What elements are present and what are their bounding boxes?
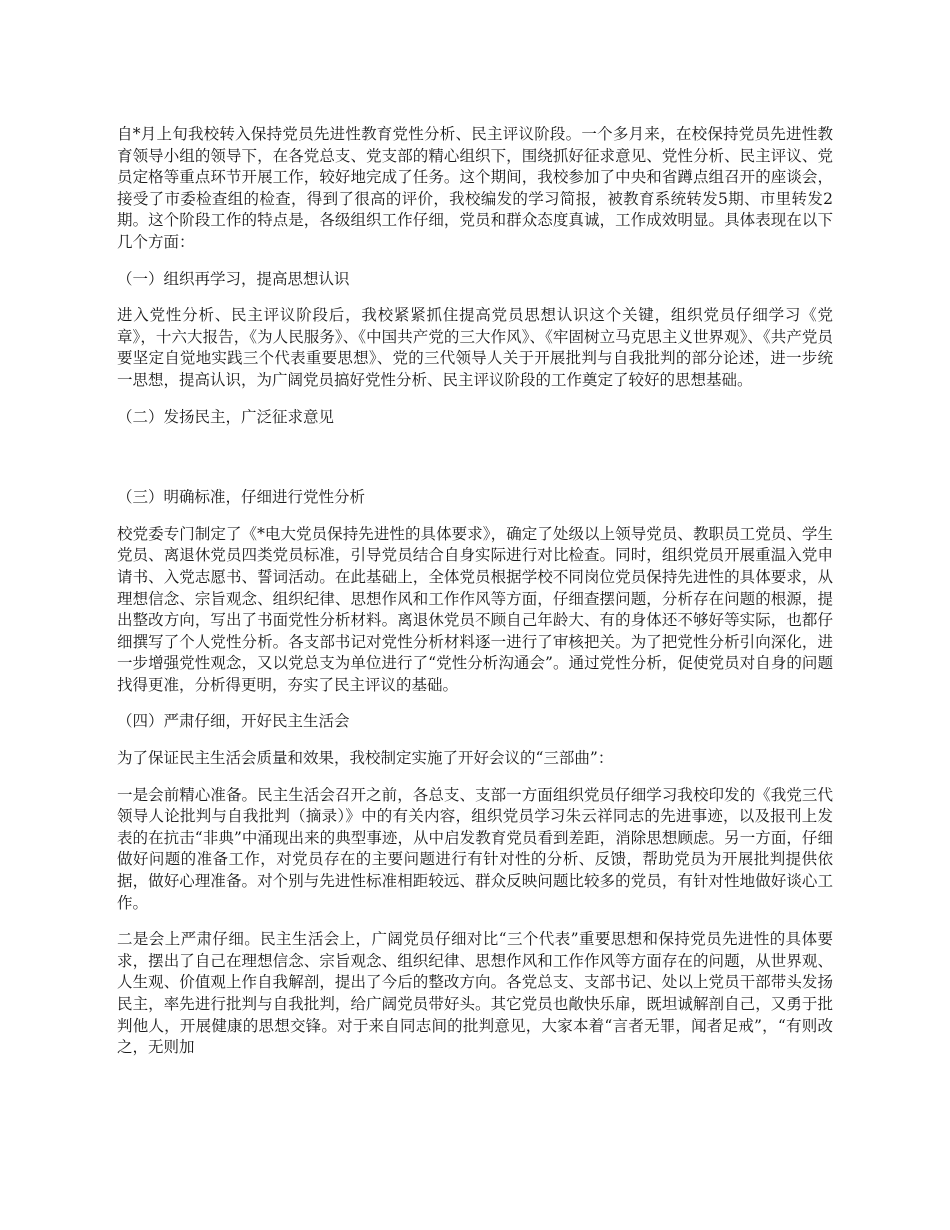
section-heading-4: （四）严肃仔细，开好民主生活会 (117, 712, 350, 731)
document-page (117, 124, 833, 1074)
section-3-paragraph: 校党委专门制定了《*电大党员保持先进性的具体要求》，确定了处级以上领导党员、教职员工党员、学生党员、离退休党员四类党员标准，引导党员结合自身实际进行对比检查。同时，组织党员开展重温入党申请书、入党志愿书、誓词活动。在此基础上，全体党员根据学校不同岗位党员保持先进性的具体要求，从理想信念、宗旨观念、组织纪律、思想作风和工作作风等方面，仔细查摆问题，分析存在问题的根源，提出整改方向，写出了书面党性分析材料。离退休党员不顾自己年龄大、有的身体还不够好等实际，也都仔细撰写了个人党性分析。各支部书记对党性分析材料逐一进行了审核把关。为了把党性分析引向深化，进一步增强党性观念，又以党总支为单位进行了“党性分析沟通会”。通过党性分析，促使党员对自身的问题找得更准，分析得更明，夯实了民主评议的基础。 (117, 524, 833, 694)
step-two-paragraph: 二是会上严肃仔细。民主生活会上，广阔党员仔细对比“三个代表”重要思想和保持党员先进性的具体要求，摆出了自己在理想信念、宗旨观念、组织纪律、思想作风和工作作风等方面存在的问题，从世界观、人生观、价值观上作自我解剖，提出了今后的整改方向。各党总支、支部书记、处以上党员干部带头发扬民主，率先进行批判与自我批判，给广阔党员带好头。其它党员也敞快乐扉，既坦诚解剖自己，又勇于批判他人，开展健康的思想交锋。对于来自同志间的批判意见，大家本着“言者无罪，闻者足戒”，“有则改之，无则加 (117, 930, 833, 1057)
section-heading-1: （一）组织再学习，提高思想认识 (117, 269, 350, 288)
blank-gap (117, 443, 833, 487)
intro-paragraph: 自*月上旬我校转入保持党员先进性教育党性分析、民主评议阶段。一个多月来，在校保持党员先进性教育领导小组的领导下，在各党总支、党支部的精心组织下，围绕抓好征求意见、党性分析、民主评议、党员定格等重点环节开展工作，较好地完成了任务。这个期间，我校参加了中央和省蹲点组召开的座谈会，接受了市委检查组的检查，得到了很高的评价，我校编发的学习简报，被教育系统转发5期、市里转发2期。这个阶段工作的特点是，各级组织工作仔细，党员和群众态度真诚，工作成效明显。具体表现在以下几个方面： (117, 125, 833, 251)
section-4-intro-paragraph: 为了保证民主生活会质量和效果，我校制定实施了开好会议的“三部曲”： (117, 749, 614, 768)
step-one-paragraph: 一是会前精心准备。民主生活会召开之前，各总支、支部一方面组织党员仔细学习我校印发的《我党三代领导人论批判与自我批判（摘录）》中的有关内容，组织党员学习朱云祥同志的先进事迹，以及报刊上发表的在抗击“非典”中涌现出来的典型事迹，从中启发教育党员看到差距，消除思想顾虑。另一方面，仔细做好问题的准备工作，对党员存在的主要问题进行有针对性的分析、反馈，帮助党员为开展批判提供依据，做好心理准备。对个别与先进性标准相距较远、群众反映问题比较多的党员，有针对性地做好谈心工作。 (117, 785, 833, 912)
section-heading-3: （三）明确标准，仔细进行党性分析 (117, 488, 366, 507)
section-heading-2: （二）发扬民主，广泛征求意见 (117, 407, 335, 426)
section-1-paragraph: 进入党性分析、民主评议阶段后，我校紧紧抓住提高党员思想认识这个关键，组织党员仔细学习《党章》，十六大报告，《为人民服务》、《中国共产党的三大作风》、《牢固树立马克思主义世界观》、《共产党员要坚定自觉地实践三个代表重要思想》、党的三代领导人关于开展批判与自我批判的部分论述，进一步统一思想，提高认识，为广阔党员搞好党性分析、民主评议阶段的工作奠定了较好的思想基础。 (117, 306, 833, 389)
